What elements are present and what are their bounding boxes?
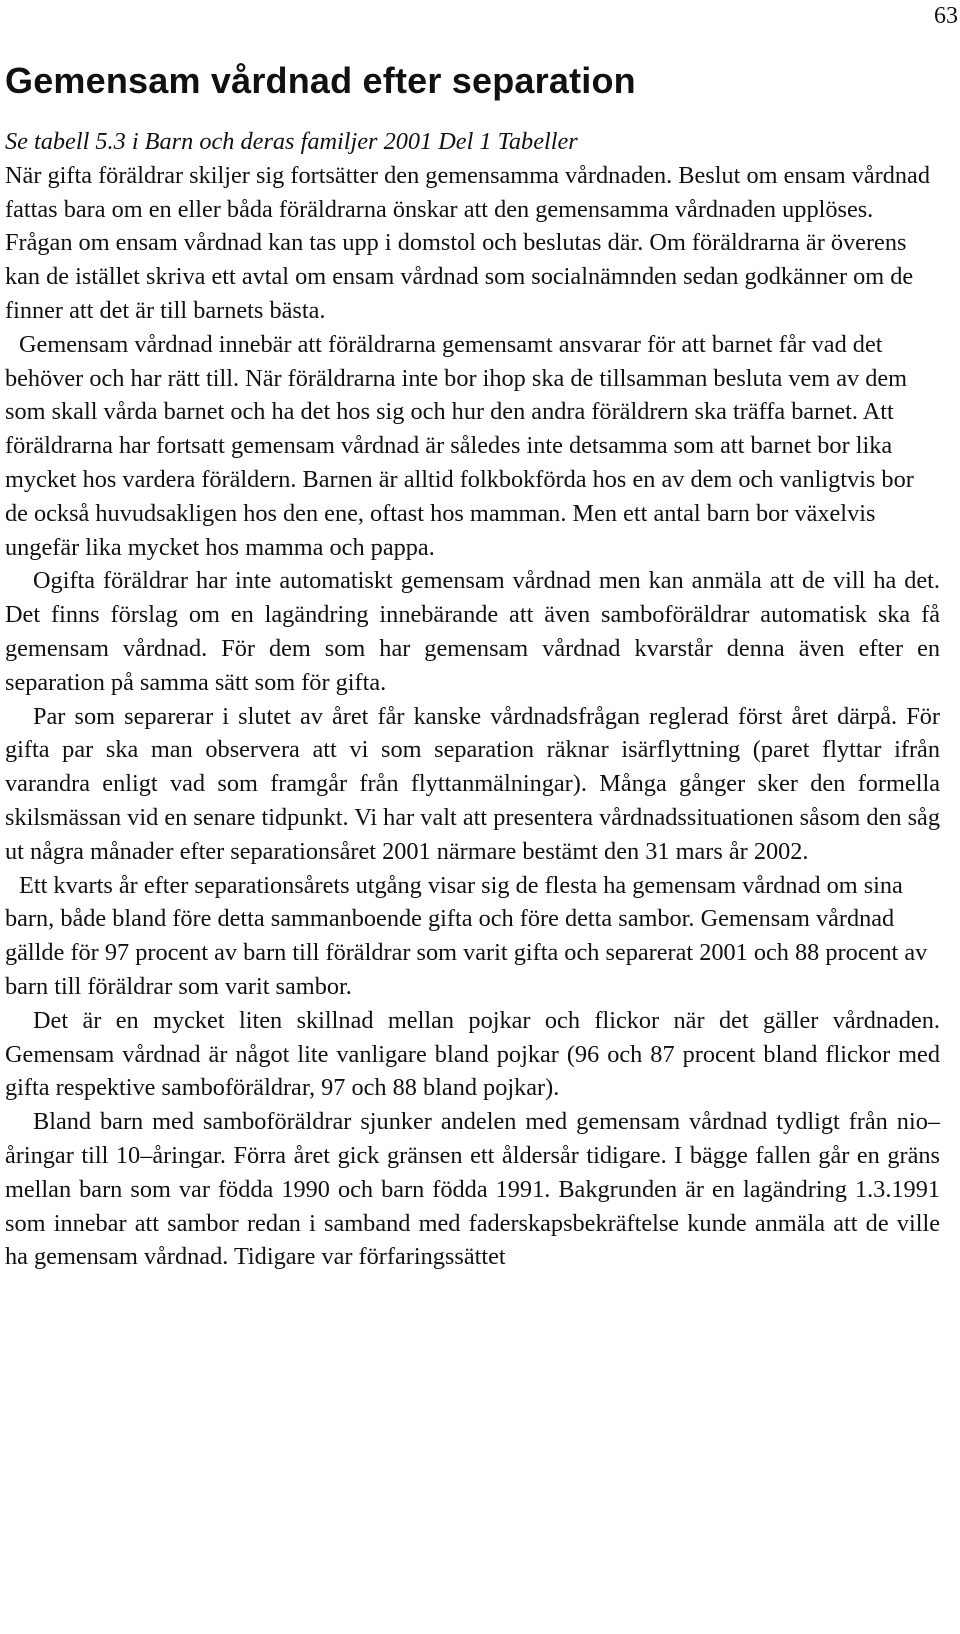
paragraph-divorce-custody: När gifta föräldrar skiljer sig fortsätter den gemensamma vårdnaden. Beslut om ensam vårdnad fattas bara om en eller båda föräldrarna önskar att den gemensamma vårdnaden upplöses. Frågan om ensam vårdnad kan tas upp i domstol och beslutas där. Om föräldrarna är överens kan de istället skriva ett avtal om ensam vårdnad som socialnämnden sedan godkänner om de finner att det är till barnets bästa. <box>5 161 930 324</box>
paragraph-boys-girls: Det är en mycket liten skillnad mellan pojkar och flickor när det gäller vårdnaden. Gemensam vårdnad är något lite vanligare bland pojkar (96 och 87 procent bland flickor med gifta respektive samboföräldrar, 97 och 88 bland pojkar). <box>5 1006 940 1102</box>
paragraph-separation-timing: Par som separerar i slutet av året får kanske vårdnadsfrågan reglerad först året därpå. För gifta par ska man observera att vi som separation räknar isärflyttning (paret flyttar ifrån varandra enligt vad som framgår från flyttanmälningar). Många gånger sker den formella skilsmässan vid en senare tidpunkt. Vi har valt att presentera vårdnadssituationen såsom den såg ut några månader efter separationsåret 2001 närmare bestämt den 31 mars år 2002. <box>5 702 940 865</box>
page-number: 63 <box>934 3 958 29</box>
table-reference: Se tabell 5.3 i Barn och deras familjer 2001 Del 1 Tabeller <box>5 128 578 155</box>
page-title: Gemensam vårdnad efter separation <box>5 60 636 101</box>
paragraph-quarter-year-result: Ett kvarts år efter separationsårets utgång visar sig de flesta ha gemensam vårdnad om sina barn, både bland före detta sammanboende gifta och före detta sambor. Gemensam vårdnad gällde för 97 procent av barn till föräldrar som varit gifta och separerat 2001 och 88 procent av barn till föräldrar som varit sambor. <box>5 871 928 1000</box>
paragraph-joint-custody-meaning: Gemensam vårdnad innebär att föräldrarna gemensamt ansvarar för att barnet får vad det behöver och har rätt till. När föräldrarna inte bor ihop ska de tillsamman besluta vem av dem som skall vårda barnet och ha det hos sig och hur den andra föräldrern ska träffa barnet. Att föräldrarna har fortsatt gemensam vårdnad är således inte detsamma som att barnet bor lika mycket hos vardera föräldern. Barnen är alltid folkbokförda hos en av dem och vanligtvis bor de också huvudsakligen hos den ene, oftast hos mamman. Men ett antal barn bor växelvis ungefär lika mycket hos mamma och pappa. <box>5 330 914 561</box>
paragraph-age-difference: Bland barn med samboföräldrar sjunker andelen med gemensam vårdnad tydligt från nio–åringar till 10–åringar. Förra året gick gränsen ett åldersår tidigare. I bägge fallen går en gräns mellan barn som var födda 1990 och barn födda 1991. Bakgrunden är en lagändring 1.3.1991 som innebar att sambor redan i samband med faderskapsbekräftelse kunde anmäla att de ville ha gemensam vårdnad. Tidigare var förfaringssättet <box>5 1108 940 1271</box>
body-text <box>5 125 940 1274</box>
paragraph-unmarried-parents: Ogifta föräldrar har inte automatiskt gemensam vårdnad men kan anmäla att de vill ha det. Det finns förslag om en lagändring innebärande att även samboföräldrar automatisk ska få gemensam vårdnad. För dem som har gemensam vårdnad kvarstår denna även efter en separation på samma sätt som för gifta. <box>5 567 940 696</box>
